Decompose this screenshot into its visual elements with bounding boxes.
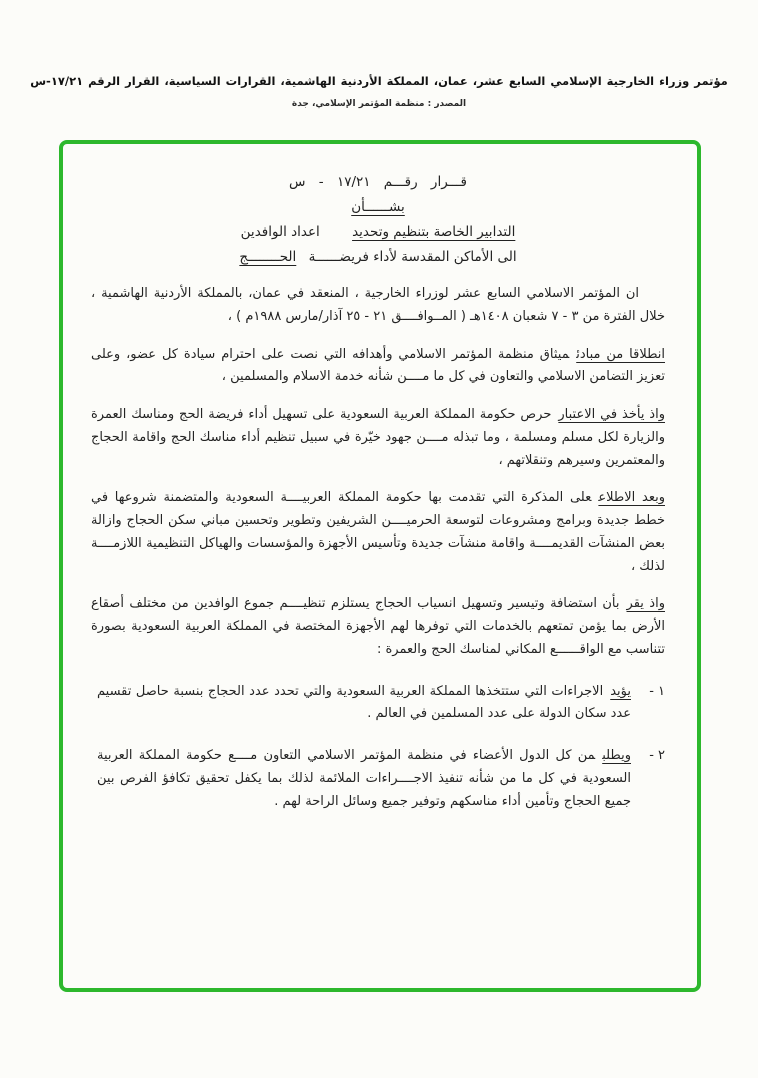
paragraph-lead: انطلاقا من مبادئ	[576, 346, 665, 362]
subject-line2-underlined: الحــــــــج	[239, 249, 297, 265]
resolution-item-2	[91, 745, 665, 813]
preamble-paragraph-3	[91, 404, 665, 472]
item-lead: ويطلب	[602, 748, 631, 763]
item-text	[91, 681, 631, 727]
resolution-item-1	[91, 681, 665, 727]
subject-word-underlined: بشــــــأن	[351, 199, 405, 215]
paragraph-text: بأن استضافة وتيسير وتسهيل انسياب الحجاج يستلزم تنظيــــم جموع الوافدين من مختلف أصقاع الأرض بما يؤمن تمتعهم بالخدمات التي توفرها لهم الأجهزة المختصة في المملكة العربية السعودية بصورة تتناسب مع الواقــــــع المكاني لمناسك الحج والعمرة :	[91, 596, 665, 657]
resolution-number-line: قـــرار رقـــم ١٧/٢١ - س	[289, 174, 467, 190]
paragraph-lead: واذ يأخذ في الاعتبار	[558, 407, 665, 422]
header-source: المصدر : منظمة المؤتمر الإسلامي، جدة	[291, 99, 467, 109]
subject-line2-start: الى الأماكن المقدسة لأداء فريضــــــة	[308, 249, 517, 265]
subject-line1-rest: اعداد الوافدين	[240, 224, 320, 240]
header-title: مؤتمر وزراء الخارجية الإسلامي السابع عشر، عمان، المملكة الأردنية الهاشمية، القرارات السياسية، القرار الرقم ١٧/٢١-س	[30, 74, 728, 88]
paragraph-lead: وبعد الاطلاع	[598, 490, 665, 506]
paragraph-text: حرص حكومة المملكة العربية السعودية على تسهيل أداء فريضة الحج ومناسك العمرة والزيارة لكل مسلم ومسلمة ، وما تبذله مــــن جهود خيّرة في سبيل تنظيم أداء مناسك الحج واقامة الحجاج والمعتمرين وسيرهم وتنقلاتهم ،	[91, 407, 665, 468]
preamble-paragraph-1	[91, 283, 665, 329]
resolution-green-frame	[59, 140, 701, 992]
resolution-subject-line1	[91, 224, 665, 240]
paragraph-lead: واذ يقر	[626, 596, 665, 612]
preamble-paragraph-4	[91, 487, 665, 578]
resolution-subject-word	[91, 199, 665, 215]
item-number: ١ -	[649, 683, 665, 699]
paragraph-text: ميثاق منظمة المؤتمر الاسلامي وأهدافه التي نصت على احترام سيادة كل عضو، وعلى تعزيز التضامن الاسلامي والتعاون في كل ما مــــن شأنه خدمة الاسلام والمسلمين ،	[91, 346, 665, 385]
preamble-paragraph-2	[91, 344, 665, 390]
paragraph-text: ان المؤتمر الاسلامي السابع عشر لوزراء الخارجية ، المنعقد في عمان، بالمملكة الأردنية الهاشمية ، خلال الفترة من ٣ - ٧ شعبان ١٤٠٨هـ ( المــوافــــق ٢١ - ٢٥ آذار/مارس ١٩٨٨م ) ،	[91, 286, 665, 324]
paragraph-text: على المذكرة التي تقدمت بها حكومة المملكة العربيــــة السعودية والمتضمنة شروعها في خطط جديدة وبرامج ومشروعات لتوسعة الحرميــــن الشريفين وتطوير وتحسين مباني سكن الحجاج وازالة بعض المنشآت القديمــــة واقامة منشآت جديدة وتأسيس الأجهزة والمؤسسات والهياكل التنظيمية اللازمــــة لذلك ،	[91, 490, 665, 574]
item-text	[91, 745, 631, 813]
resolution-title-block	[91, 174, 665, 265]
item-number: ٢ -	[649, 748, 665, 763]
item-body: الاجراءات التي ستتخذها المملكة العربية السعودية والتي تحدد عدد الحجاج بنسبة حاصل تقسيم عدد سكان الدولة على عدد المسلمين في العالم .	[97, 683, 631, 722]
resolution-subject-line2	[91, 249, 665, 265]
preamble-paragraph-5	[91, 593, 665, 661]
item-lead: يؤيد	[610, 683, 631, 699]
item-body: من كل الدول الأعضاء في منظمة المؤتمر الاسلامي التعاون مــــع حكومة المملكة العربية السعودية في كل ما من شأنه تنفيذ الاجــــراءات الملائمة لذلك بما يكفل تحقيق تكافؤ الفرص بين جميع الحجاج وتأمين أداء مناسكهم وتوفير جميع وسائل الراحة لهم .	[97, 748, 631, 809]
document-header	[20, 74, 738, 109]
subject-line1-underlined: التدابير الخاصة بتنظيم وتحديد	[352, 224, 516, 240]
